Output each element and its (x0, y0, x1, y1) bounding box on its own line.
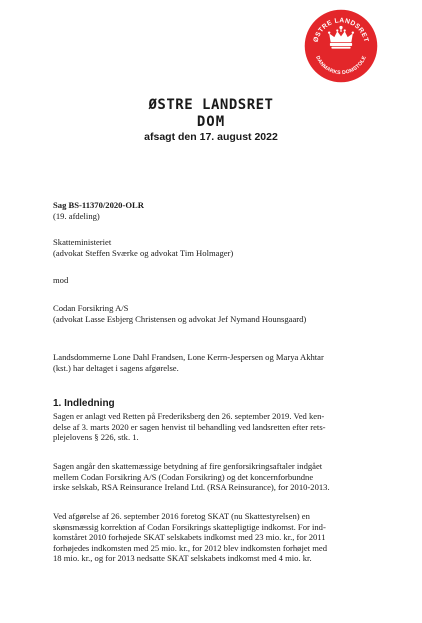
case-division: (19. afdeling) (53, 210, 100, 221)
judges-line-1: Landsdommerne Lone Dahl Frandsen, Lone Kerrn-Jespersen og Marya Akhtar (53, 352, 324, 362)
paragraph-line: plejelovens § 226, stk. 1. (53, 432, 139, 443)
paragraph-line: delse af 3. marts 2020 er sagen henvist til behandling ved landsretten efter rets- (53, 421, 326, 432)
svg-text:ØSTRE LANDSRET: ØSTRE LANDSRET (312, 17, 370, 44)
paragraph-line: Sagen er anlagt ved Retten på Frederiksberg den 26. september 2019. Ved ken- (53, 411, 325, 421)
versus-label: mod (53, 275, 69, 285)
defendant-counsel: (advokat Lasse Esbjerg Christensen og advokat Jef Nymand Hounsgaard) (53, 313, 307, 324)
plaintiff-counsel: (advokat Steffen Sværke og advokat Tim Holmager) (53, 247, 234, 258)
case-number: Sag BS-11370/2020-OLR (53, 200, 144, 210)
paragraph-line: komståret 2010 forhøjede SKAT selskabets indkomst med 23 mio. kr., for 2011 (53, 532, 326, 543)
case-info (53, 200, 383, 221)
judges-line-2: (kst.) har deltaget i sagens afgørelse. (53, 362, 179, 373)
paragraph-line: 18 mio. kr., og for 2013 nedsatte SKAT selskabets indkomst med 4 mio. kr. (53, 553, 312, 564)
plaintiff-block (53, 237, 383, 258)
paragraph-line: Ved afgørelse af 26. september 2016 foretog SKAT (nu Skattestyrelsen) en (53, 511, 310, 521)
paragraph-line: irske selskab, RSA Reinsurance Ireland Ltd. (RSA Reinsurance), for 2010-2013. (53, 482, 330, 493)
versus-block (53, 275, 383, 286)
defendant-block (53, 303, 383, 324)
issued-date: afsagt den 17. august 2022 (144, 131, 278, 143)
court-seal-logo (304, 9, 378, 83)
paragraph-line: mellem Codan Forsikring A/S (Codan Forsikring) og det koncernforbundne (53, 471, 314, 482)
paragraph-line: forhøjedes indkomsten med 25 mio. kr., for 2012 blev indkomsten forhøjet med (53, 542, 328, 553)
paragraph-line: skønsmæssig korrektion af Codan Forsikrings skattepligtige indkomst. For ind- (53, 521, 326, 532)
paragraph-1 (53, 411, 383, 443)
paragraph-line: Sagen angår den skattemæssige betydning af fire genforsikringsaftaler indgået (53, 461, 323, 471)
paragraph-3 (53, 511, 383, 564)
plaintiff-name: Skatteministeriet (53, 237, 112, 247)
paragraph-2 (53, 461, 383, 493)
court-name: ØSTRE LANDSRET (148, 97, 274, 113)
section-heading: 1. Indledning (53, 398, 115, 409)
document-type: DOM (196, 114, 226, 130)
defendant-name: Codan Forsikring A/S (53, 303, 129, 313)
judges-block (53, 352, 383, 373)
svg-text:DANMARKS DOMSTOLE: DANMARKS DOMSTOLE (314, 55, 368, 77)
